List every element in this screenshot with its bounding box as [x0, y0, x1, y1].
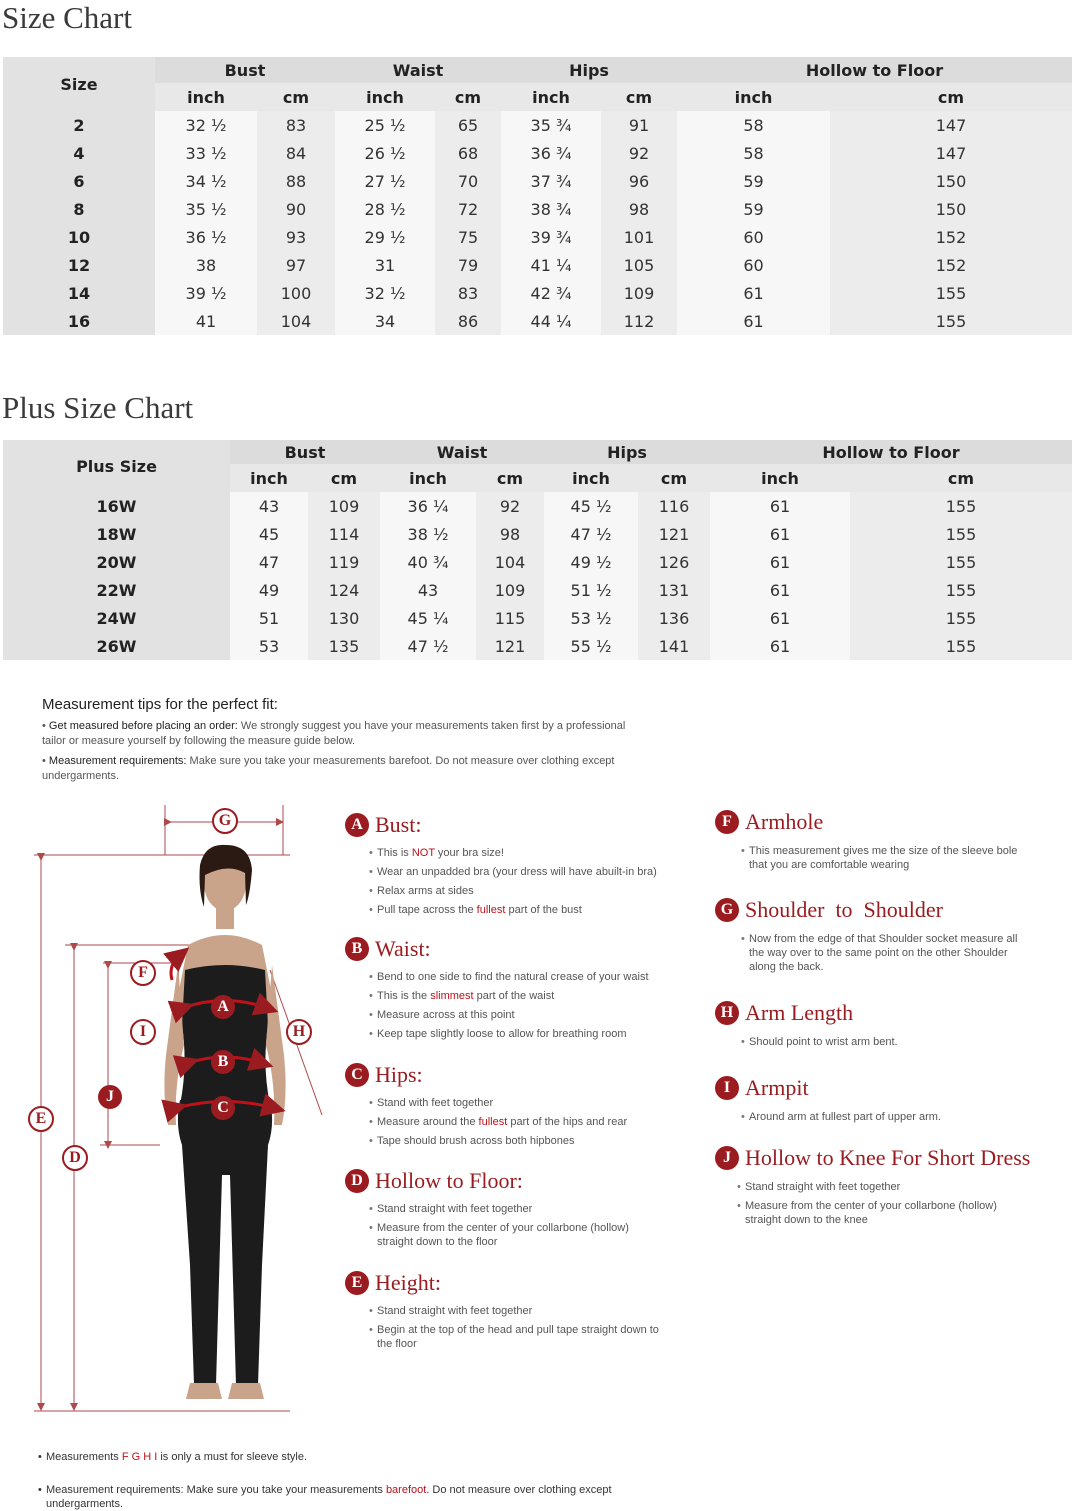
section-hips-title: Hips: [375, 1062, 423, 1087]
section-armhole-title: Armhole [745, 809, 824, 834]
tip-1-body: We strongly suggest you have your measurements taken first by a professional tailor or measure yourself by following the measure guide below. [42, 720, 626, 747]
table-cell: 45 [230, 520, 308, 548]
model-figure [164, 845, 285, 1399]
table-cell: 84 [257, 139, 335, 167]
tip-1-lead: Get measured before placing an order: [48, 720, 238, 732]
size-chart-table [3, 57, 1072, 335]
group-header-hollow-to-floor: Hollow to Floor [677, 57, 1072, 83]
unit-header: inch [230, 464, 308, 492]
table-cell: 121 [476, 632, 544, 660]
table-cell: 38 ¾ [501, 195, 601, 223]
tip-2-body: Make sure you take your measurements barefoot. Do not measure over clothing except undergarments. [42, 755, 615, 782]
plus-group-header-waist: Waist [380, 440, 544, 464]
table-row [3, 251, 1072, 279]
table-cell: 34 ½ [155, 167, 257, 195]
table-cell: 152 [830, 223, 1072, 251]
table-cell: 152 [830, 251, 1072, 279]
table-cell: 61 [710, 604, 850, 632]
table-cell: 35 ½ [155, 195, 257, 223]
table-cell: 47 ½ [544, 520, 638, 548]
table-cell: 75 [435, 223, 501, 251]
footer-sleeve-note: • Measurements F G H I is only a must for sleeve style. [38, 1450, 686, 1464]
size-header: Size [3, 57, 155, 111]
size-cell: 14 [3, 279, 155, 307]
table-cell: 155 [850, 548, 1072, 576]
table-cell: 91 [601, 111, 677, 139]
table-cell: 41 ¼ [501, 251, 601, 279]
table-cell: 53 [230, 632, 308, 660]
table-cell: 29 ½ [335, 223, 435, 251]
table-cell: 32 ½ [335, 279, 435, 307]
table-cell: 150 [830, 167, 1072, 195]
table-cell: 104 [476, 548, 544, 576]
section-arm-length [715, 1000, 1035, 1054]
waist-tip-4: • Keep tape slightly loose to allow for breathing room [369, 1027, 690, 1041]
table-cell: 126 [638, 548, 710, 576]
diagram-label-g: G [212, 808, 238, 834]
hollow-floor-tip-2: • Measure from the center of your collarbone (hollow) straight down to the floor [369, 1221, 665, 1249]
table-cell: 98 [476, 520, 544, 548]
size-cell: 18W [3, 520, 230, 548]
tip-2-lead: Measurement requirements: [48, 755, 187, 767]
table-cell: 96 [601, 167, 677, 195]
size-cell: 20W [3, 548, 230, 576]
table-cell: 70 [435, 167, 501, 195]
hollow-knee-tip-1: • Stand straight with feet together [737, 1180, 1027, 1194]
table-cell: 36 ¾ [501, 139, 601, 167]
unit-header: inch [335, 83, 435, 111]
size-cell: 24W [3, 604, 230, 632]
bust-tip-3: • Relax arms at sides [369, 884, 690, 898]
table-cell: 90 [257, 195, 335, 223]
section-armpit-title: Armpit [745, 1075, 809, 1100]
size-cell: 12 [3, 251, 155, 279]
bust-tip-4: • Pull tape across the fullest part of the bust [369, 903, 690, 917]
badge-c: C [345, 1063, 369, 1087]
unit-header: cm [257, 83, 335, 111]
table-cell: 98 [601, 195, 677, 223]
table-row [3, 167, 1072, 195]
diagram-label-a: A [211, 995, 235, 1019]
table-cell: 97 [257, 251, 335, 279]
table-cell: 150 [830, 195, 1072, 223]
shoulder-tip-1: • Now from the edge of that Shoulder socket measure all the way over to the same point on the other Shoulder along the back. [741, 932, 1035, 974]
armpit-tip-1: • Around arm at fullest part of upper arm. [741, 1110, 1035, 1124]
table-cell: 155 [850, 604, 1072, 632]
table-cell: 61 [710, 576, 850, 604]
size-cell: 16W [3, 492, 230, 520]
plus-group-header-hips: Hips [544, 440, 710, 464]
hips-tip-1: • Stand with feet together [369, 1096, 690, 1110]
table-row [3, 279, 1072, 307]
unit-header: inch [677, 83, 830, 111]
table-cell: 88 [257, 167, 335, 195]
diagram-label-e: E [28, 1106, 54, 1132]
badge-f: F [715, 810, 739, 834]
table-cell: 38 [155, 251, 257, 279]
waist-tip-1: • Bend to one side to find the natural crease of your waist [369, 970, 690, 984]
section-hollow-to-knee-title: Hollow to Knee For Short Dress [745, 1145, 1031, 1170]
table-cell: 119 [308, 548, 380, 576]
unit-header: cm [601, 83, 677, 111]
section-armpit [715, 1075, 1035, 1129]
unit-header: cm [850, 464, 1072, 492]
table-cell: 155 [850, 632, 1072, 660]
unit-header: cm [476, 464, 544, 492]
table-cell: 61 [710, 492, 850, 520]
table-row [3, 223, 1072, 251]
size-cell: 10 [3, 223, 155, 251]
plus-size-header: Plus Size [3, 440, 230, 492]
arm-length-tip-1: • Should point to wrist arm bent. [741, 1035, 1035, 1049]
group-header-hips: Hips [501, 57, 677, 83]
table-row [3, 111, 1072, 139]
hollow-floor-tip-1: • Stand straight with feet together [369, 1202, 665, 1216]
table-row [3, 576, 1072, 604]
unit-header: cm [830, 83, 1072, 111]
size-cell: 4 [3, 139, 155, 167]
table-cell: 37 ¾ [501, 167, 601, 195]
hollow-knee-tip-2: • Measure from the center of your collarbone (hollow) straight down to the knee [737, 1199, 1027, 1227]
tip-measured-before-order: • Get measured before placing an order: We strongly suggest you have your measurements taken first by a professional tailor or measure yourself by following the measure guide below. [42, 720, 626, 747]
group-header-waist: Waist [335, 57, 501, 83]
table-cell: 51 ½ [544, 576, 638, 604]
tip-measurement-requirements: • Measurement requirements: Make sure you take your measurements barefoot. Do not measure over clothing except undergarments. [42, 755, 615, 782]
diagram-label-f: F [130, 960, 156, 986]
table-row [3, 492, 1072, 520]
table-cell: 39 ¾ [501, 223, 601, 251]
size-cell: 2 [3, 111, 155, 139]
table-cell: 27 ½ [335, 167, 435, 195]
table-cell: 49 ½ [544, 548, 638, 576]
table-cell: 49 [230, 576, 308, 604]
plus-chart-title: Plus Size Chart [2, 390, 194, 425]
table-cell: 40 ¾ [380, 548, 476, 576]
size-cell: 22W [3, 576, 230, 604]
table-cell: 155 [850, 492, 1072, 520]
table-cell: 131 [638, 576, 710, 604]
table-cell: 38 ½ [380, 520, 476, 548]
table-cell: 35 ¾ [501, 111, 601, 139]
table-cell: 79 [435, 251, 501, 279]
table-cell: 72 [435, 195, 501, 223]
table-cell: 104 [257, 307, 335, 335]
section-waist-title: Waist: [375, 936, 431, 961]
table-cell: 25 ½ [335, 111, 435, 139]
table-cell: 45 ¼ [380, 604, 476, 632]
unit-header: inch [544, 464, 638, 492]
waist-tip-3: • Measure across at this point [369, 1008, 690, 1022]
table-cell: 60 [677, 251, 830, 279]
section-bust [345, 812, 690, 922]
unit-header: inch [710, 464, 850, 492]
size-cell: 26W [3, 632, 230, 660]
table-cell: 28 ½ [335, 195, 435, 223]
section-hollow-to-floor-title: Hollow to Floor: [375, 1168, 523, 1193]
table-cell: 47 [230, 548, 308, 576]
table-cell: 86 [435, 307, 501, 335]
plus-group-header-bust: Bust [230, 440, 380, 464]
table-cell: 130 [308, 604, 380, 632]
table-cell: 141 [638, 632, 710, 660]
section-armhole [715, 809, 1035, 877]
table-cell: 92 [476, 492, 544, 520]
table-cell: 83 [435, 279, 501, 307]
section-height-title: Height: [375, 1270, 441, 1295]
table-cell: 53 ½ [544, 604, 638, 632]
table-row [3, 139, 1072, 167]
table-row [3, 548, 1072, 576]
table-cell: 116 [638, 492, 710, 520]
table-cell: 92 [601, 139, 677, 167]
table-cell: 60 [677, 223, 830, 251]
plus-group-header-hollow-to-floor: Hollow to Floor [710, 440, 1072, 464]
table-row [3, 632, 1072, 660]
table-cell: 147 [830, 111, 1072, 139]
size-cell: 8 [3, 195, 155, 223]
table-cell: 59 [677, 195, 830, 223]
bust-tip-1: • This is NOT your bra size! [369, 846, 690, 860]
table-cell: 43 [230, 492, 308, 520]
table-cell: 41 [155, 307, 257, 335]
bust-tip-2: • Wear an unpadded bra (your dress will have abuilt-in bra) [369, 865, 690, 879]
group-header-bust: Bust [155, 57, 335, 83]
table-cell: 61 [677, 279, 830, 307]
section-hollow-to-floor [345, 1168, 665, 1254]
table-cell: 45 ½ [544, 492, 638, 520]
table-cell: 121 [638, 520, 710, 548]
section-waist [345, 936, 690, 1046]
height-tip-1: • Stand straight with feet together [369, 1304, 675, 1318]
tips-heading: Measurement tips for the perfect fit: [42, 696, 278, 713]
table-cell: 115 [476, 604, 544, 632]
table-cell: 147 [830, 139, 1072, 167]
table-row [3, 307, 1072, 335]
unit-header: cm [435, 83, 501, 111]
unit-header: cm [638, 464, 710, 492]
diagram-label-c: C [211, 1096, 235, 1120]
section-hollow-to-knee [715, 1145, 1060, 1232]
badge-e: E [345, 1271, 369, 1295]
table-cell: 26 ½ [335, 139, 435, 167]
table-cell: 58 [677, 111, 830, 139]
table-cell: 114 [308, 520, 380, 548]
diagram-label-j: J [98, 1085, 122, 1109]
section-height [345, 1270, 675, 1356]
table-cell: 155 [830, 279, 1072, 307]
section-shoulder-title: Shoulder to Shoulder [745, 897, 943, 922]
table-cell: 65 [435, 111, 501, 139]
badge-g: G [715, 898, 739, 922]
table-cell: 155 [850, 576, 1072, 604]
table-cell: 61 [677, 307, 830, 335]
footer-requirements-note: • Measurement requirements: Make sure you take your measurements barefoot. Do not measure over clothing except undergarments. [38, 1483, 686, 1511]
table-cell: 42 ¾ [501, 279, 601, 307]
unit-header: cm [308, 464, 380, 492]
hips-tip-2: • Measure around the fullest part of the hips and rear [369, 1115, 690, 1129]
table-cell: 36 ¼ [380, 492, 476, 520]
table-cell: 105 [601, 251, 677, 279]
diagram-label-d: D [62, 1145, 88, 1171]
diagram-label-i: I [130, 1019, 156, 1045]
diagram-label-b: B [211, 1050, 235, 1074]
badge-j: J [715, 1146, 739, 1170]
table-row [3, 604, 1072, 632]
unit-header: inch [501, 83, 601, 111]
unit-header: inch [155, 83, 257, 111]
table-cell: 36 ½ [155, 223, 257, 251]
badge-i: I [715, 1076, 739, 1100]
section-hips [345, 1062, 690, 1153]
table-cell: 34 [335, 307, 435, 335]
table-cell: 135 [308, 632, 380, 660]
table-cell: 101 [601, 223, 677, 251]
diagram-label-h: H [286, 1019, 312, 1045]
badge-a: A [345, 813, 369, 837]
table-cell: 155 [830, 307, 1072, 335]
table-cell: 100 [257, 279, 335, 307]
table-row [3, 195, 1072, 223]
table-cell: 61 [710, 520, 850, 548]
table-cell: 58 [677, 139, 830, 167]
section-arm-length-title: Arm Length [745, 1000, 854, 1025]
table-cell: 136 [638, 604, 710, 632]
table-cell: 93 [257, 223, 335, 251]
table-cell: 109 [308, 492, 380, 520]
plus-chart-table [3, 440, 1072, 660]
table-cell: 124 [308, 576, 380, 604]
size-chart-title: Size Chart [2, 0, 132, 35]
table-cell: 109 [601, 279, 677, 307]
table-cell: 61 [710, 632, 850, 660]
table-cell: 55 ½ [544, 632, 638, 660]
table-cell: 83 [257, 111, 335, 139]
table-cell: 31 [335, 251, 435, 279]
table-cell: 39 ½ [155, 279, 257, 307]
table-cell: 47 ½ [380, 632, 476, 660]
badge-b: B [345, 937, 369, 961]
hips-tip-3: • Tape should brush across both hipbones [369, 1134, 690, 1148]
badge-d: D [345, 1169, 369, 1193]
height-tip-2: • Begin at the top of the head and pull tape straight down to the floor [369, 1323, 675, 1351]
table-cell: 59 [677, 167, 830, 195]
size-cell: 6 [3, 167, 155, 195]
table-cell: 33 ½ [155, 139, 257, 167]
table-cell: 112 [601, 307, 677, 335]
table-cell: 32 ½ [155, 111, 257, 139]
table-cell: 51 [230, 604, 308, 632]
table-cell: 44 ¼ [501, 307, 601, 335]
table-cell: 68 [435, 139, 501, 167]
table-cell: 43 [380, 576, 476, 604]
section-bust-title: Bust: [375, 812, 422, 837]
armhole-tip-1: • This measurement gives me the size of the sleeve bole that you are comfortable wearing [741, 844, 1035, 872]
size-cell: 16 [3, 307, 155, 335]
table-row [3, 520, 1072, 548]
section-shoulder-to-shoulder [715, 897, 1035, 979]
table-cell: 109 [476, 576, 544, 604]
unit-header: inch [380, 464, 476, 492]
waist-tip-2: • This is the slimmest part of the waist [369, 989, 690, 1003]
badge-h: H [715, 1001, 739, 1025]
table-cell: 61 [710, 548, 850, 576]
table-cell: 155 [850, 520, 1072, 548]
